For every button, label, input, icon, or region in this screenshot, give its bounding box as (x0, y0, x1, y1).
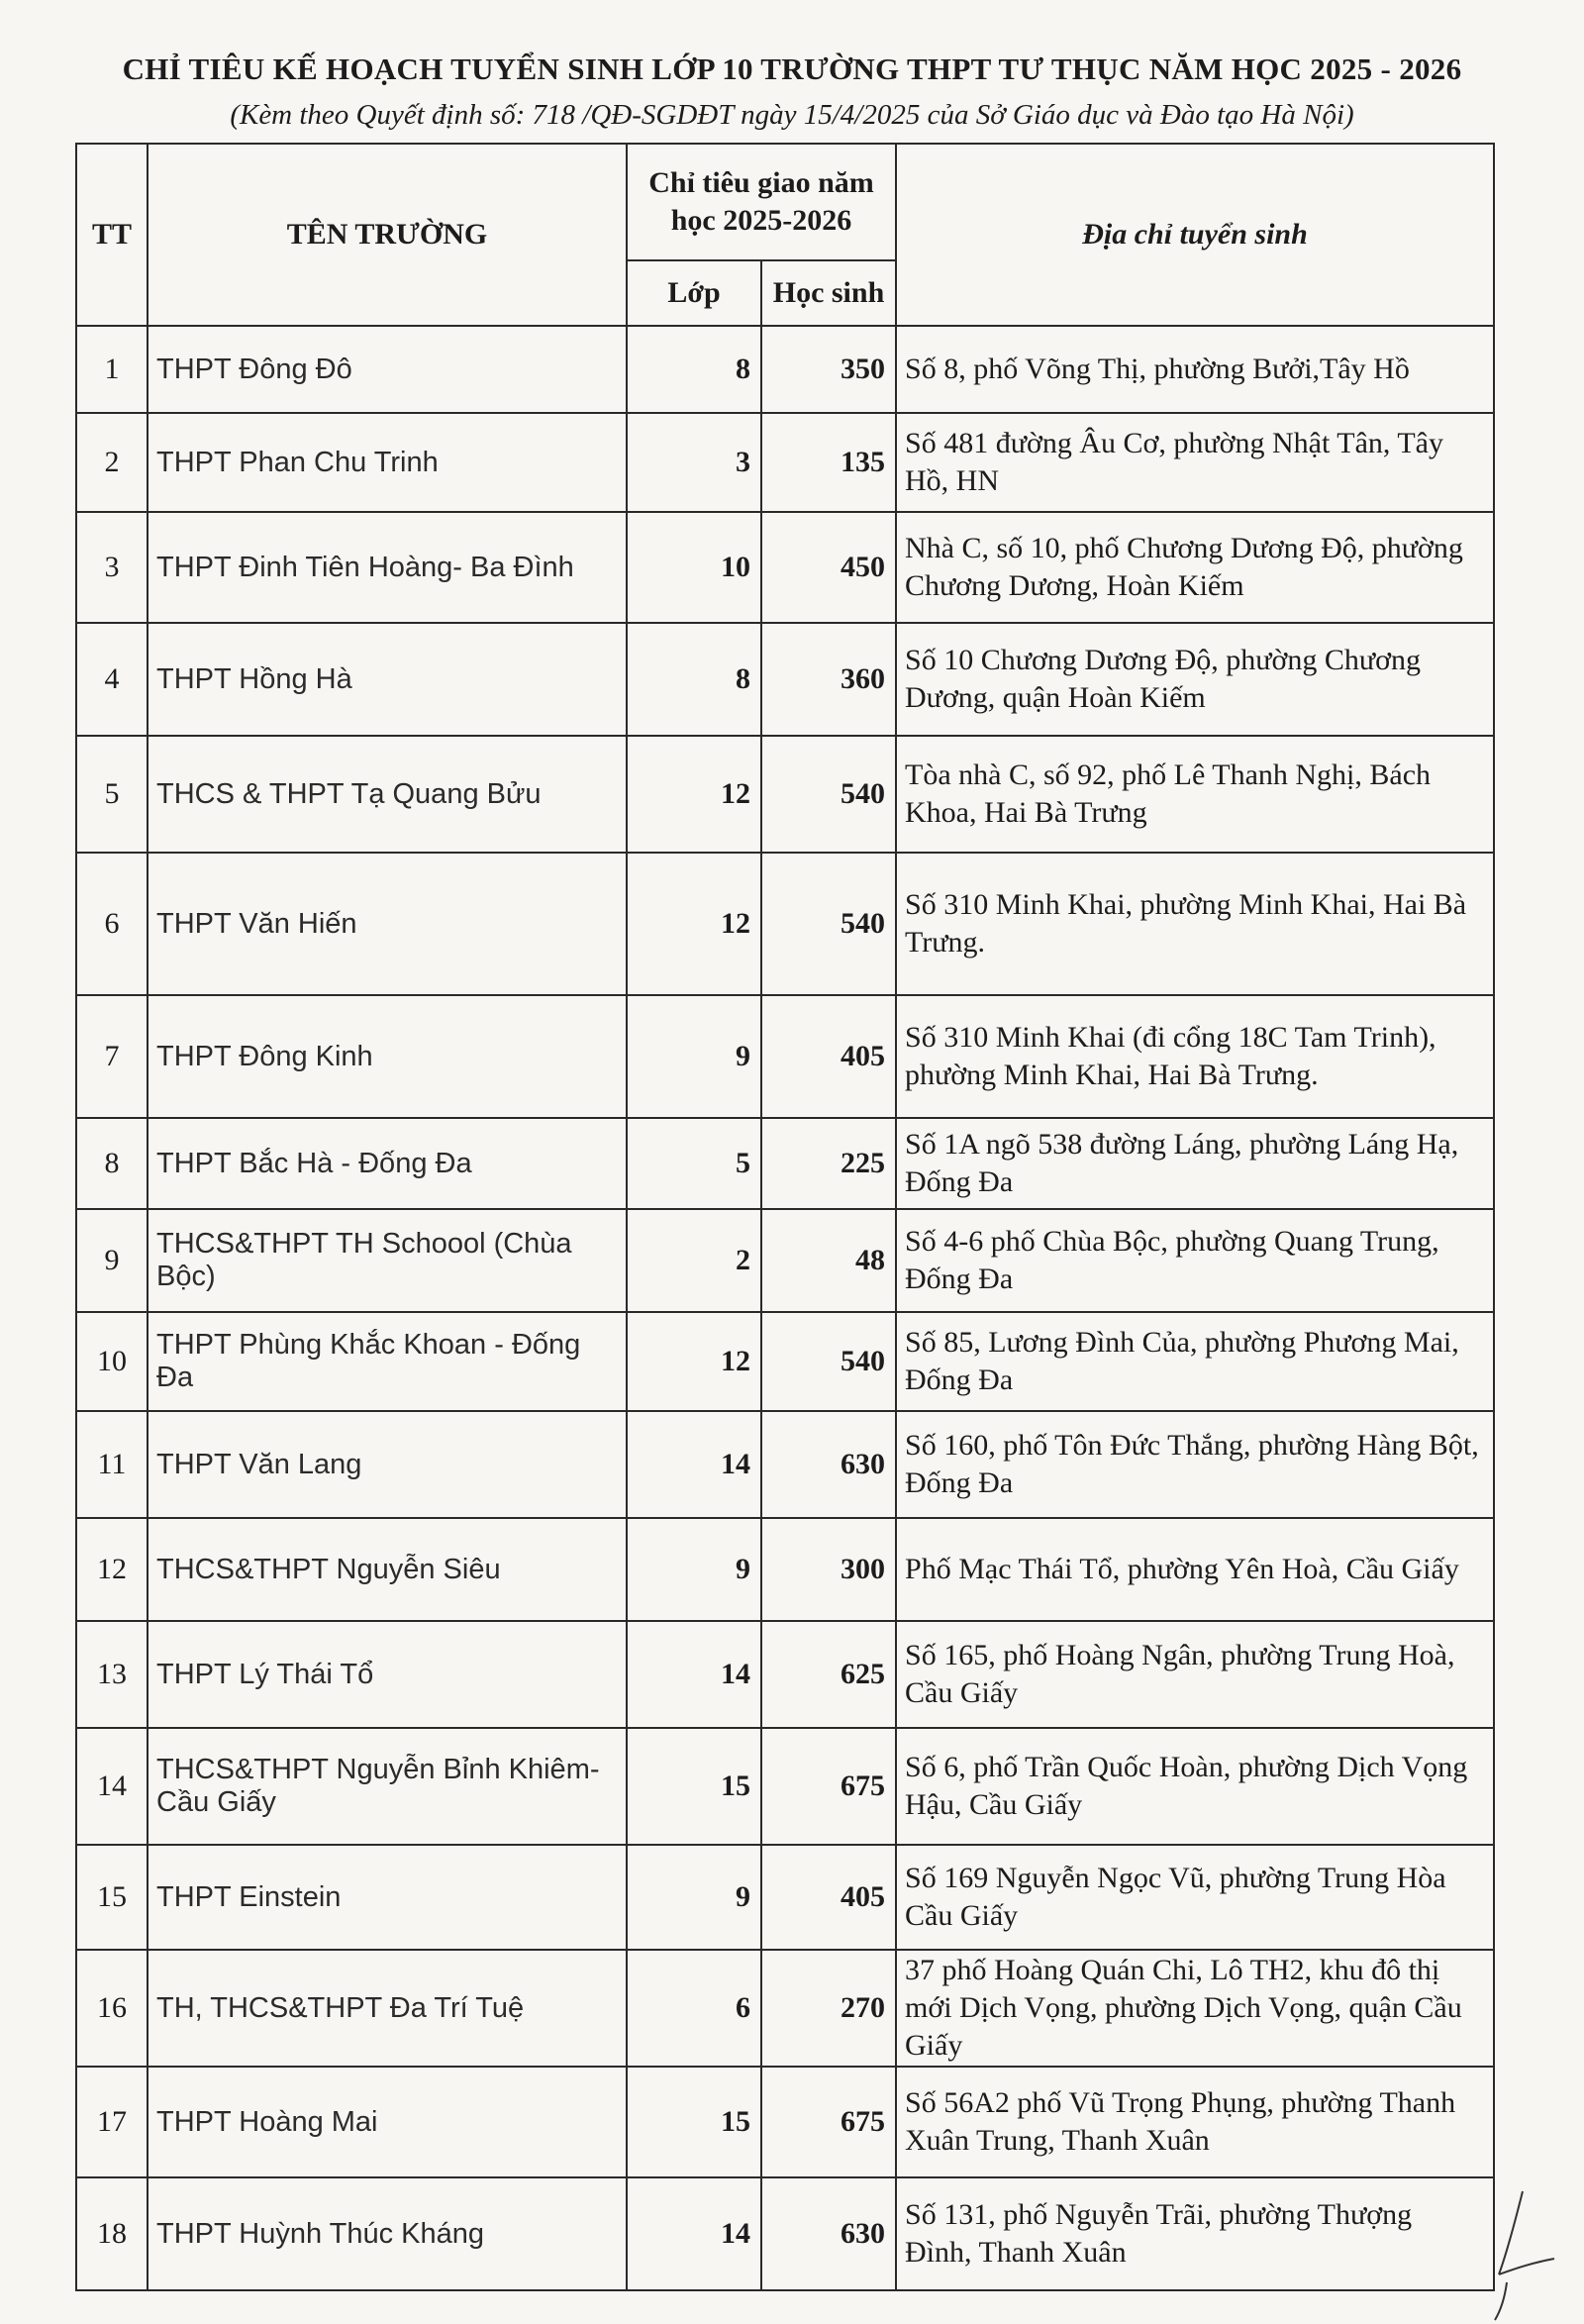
table-row (76, 2177, 1494, 2290)
row-number: 11 (76, 1411, 148, 1518)
row-number: 17 (76, 2067, 148, 2177)
class-count: 12 (627, 1312, 761, 1411)
row-number: 12 (76, 1518, 148, 1621)
header-address: Địa chỉ tuyển sinh (896, 144, 1494, 326)
admission-address: Số 481 đường Âu Cơ, phường Nhật Tân, Tây Hồ, HN (896, 413, 1494, 512)
table-row (76, 512, 1494, 623)
table-row (76, 1518, 1494, 1621)
student-count: 675 (761, 2067, 896, 2177)
student-count: 540 (761, 736, 896, 853)
header-school-name: TÊN TRƯỜNG (148, 144, 627, 326)
school-name: THCS&THPT Nguyễn Siêu (148, 1518, 627, 1621)
school-name: THPT Đinh Tiên Hoàng- Ba Đình (148, 512, 627, 623)
admission-address: Số 310 Minh Khai, phường Minh Khai, Hai Bà Trưng. (896, 853, 1494, 995)
student-count: 300 (761, 1518, 896, 1621)
admission-quota-table (75, 143, 1495, 2291)
admission-address: Nhà C, số 10, phố Chương Dương Độ, phường Chương Dương, Hoàn Kiếm (896, 512, 1494, 623)
table-row (76, 1621, 1494, 1728)
table-row (76, 1118, 1494, 1209)
table-row (76, 853, 1494, 995)
admission-address: Số 160, phố Tôn Đức Thắng, phường Hàng Bột, Đống Đa (896, 1411, 1494, 1518)
school-name: THCS&THPT TH Schoool (Chùa Bộc) (148, 1209, 627, 1312)
header-quota: Chỉ tiêu giao năm học 2025-2026 (627, 144, 896, 260)
table-row (76, 1950, 1494, 2067)
student-count: 135 (761, 413, 896, 512)
student-count: 270 (761, 1950, 896, 2067)
row-number: 3 (76, 512, 148, 623)
school-name: THPT Bắc Hà - Đống Đa (148, 1118, 627, 1209)
student-count: 48 (761, 1209, 896, 1312)
class-count: 5 (627, 1118, 761, 1209)
admission-address: 37 phố Hoàng Quán Chi, Lô TH2, khu đô thị mới Dịch Vọng, phường Dịch Vọng, quận Cầu Giấy (896, 1950, 1494, 2067)
student-count: 360 (761, 623, 896, 736)
row-number: 1 (76, 326, 148, 413)
class-count: 9 (627, 995, 761, 1118)
table-row (76, 1845, 1494, 1950)
admission-address: Phố Mạc Thái Tổ, phường Yên Hoà, Cầu Giấy (896, 1518, 1494, 1621)
school-name: THPT Văn Lang (148, 1411, 627, 1518)
table-row (76, 1728, 1494, 1845)
student-count: 225 (761, 1118, 896, 1209)
school-name: THPT Einstein (148, 1845, 627, 1950)
admission-address: Số 310 Minh Khai (đi cổng 18C Tam Trinh), phường Minh Khai, Hai Bà Trưng. (896, 995, 1494, 1118)
student-count: 625 (761, 1621, 896, 1728)
handwritten-mark (1485, 2183, 1574, 2322)
header-classes: Lớp (627, 260, 761, 326)
table-row (76, 2067, 1494, 2177)
school-name: THPT Huỳnh Thúc Kháng (148, 2177, 627, 2290)
class-count: 9 (627, 1845, 761, 1950)
student-count: 540 (761, 853, 896, 995)
class-count: 14 (627, 1411, 761, 1518)
school-name: THPT Lý Thái Tổ (148, 1621, 627, 1728)
admission-address: Số 1A ngõ 538 đường Láng, phường Láng Hạ, Đống Đa (896, 1118, 1494, 1209)
class-count: 15 (627, 2067, 761, 2177)
class-count: 6 (627, 1950, 761, 2067)
school-name: THPT Phùng Khắc Khoan - Đống Đa (148, 1312, 627, 1411)
student-count: 405 (761, 995, 896, 1118)
school-name: TH, THCS&THPT Đa Trí Tuệ (148, 1950, 627, 2067)
class-count: 2 (627, 1209, 761, 1312)
class-count: 14 (627, 2177, 761, 2290)
document-title: CHỈ TIÊU KẾ HOẠCH TUYỂN SINH LỚP 10 TRƯỜNG THPT TƯ THỤC NĂM HỌC 2025 - 2026 (122, 51, 1462, 86)
table-row (76, 623, 1494, 736)
admission-address: Số 169 Nguyễn Ngọc Vũ, phường Trung Hòa Cầu Giấy (896, 1845, 1494, 1950)
row-number: 13 (76, 1621, 148, 1728)
row-number: 18 (76, 2177, 148, 2290)
admission-address: Số 165, phố Hoàng Ngân, phường Trung Hoà, Cầu Giấy (896, 1621, 1494, 1728)
class-count: 3 (627, 413, 761, 512)
table-row (76, 1411, 1494, 1518)
admission-address: Số 10 Chương Dương Độ, phường Chương Dương, quận Hoàn Kiếm (896, 623, 1494, 736)
row-number: 14 (76, 1728, 148, 1845)
admission-address: Số 4-6 phố Chùa Bộc, phường Quang Trung, Đống Đa (896, 1209, 1494, 1312)
school-name: THPT Đông Đô (148, 326, 627, 413)
student-count: 630 (761, 2177, 896, 2290)
row-number: 6 (76, 853, 148, 995)
table-row (76, 995, 1494, 1118)
table-row (76, 413, 1494, 512)
header-tt: TT (76, 144, 148, 326)
header-students: Học sinh (761, 260, 896, 326)
row-number: 9 (76, 1209, 148, 1312)
class-count: 15 (627, 1728, 761, 1845)
admission-address: Số 131, phố Nguyễn Trãi, phường Thượng Đình, Thanh Xuân (896, 2177, 1494, 2290)
school-name: THPT Hồng Hà (148, 623, 627, 736)
class-count: 12 (627, 736, 761, 853)
class-count: 9 (627, 1518, 761, 1621)
school-name: THPT Hoàng Mai (148, 2067, 627, 2177)
admission-address: Số 6, phố Trần Quốc Hoàn, phường Dịch Vọng Hậu, Cầu Giấy (896, 1728, 1494, 1845)
admission-address: Tòa nhà C, số 92, phố Lê Thanh Nghị, Bách Khoa, Hai Bà Trưng (896, 736, 1494, 853)
row-number: 7 (76, 995, 148, 1118)
school-name: THPT Văn Hiến (148, 853, 627, 995)
class-count: 14 (627, 1621, 761, 1728)
row-number: 15 (76, 1845, 148, 1950)
school-name: THPT Đông Kinh (148, 995, 627, 1118)
row-number: 8 (76, 1118, 148, 1209)
row-number: 16 (76, 1950, 148, 2067)
table-row (76, 1209, 1494, 1312)
school-name: THCS & THPT Tạ Quang Bửu (148, 736, 627, 853)
admission-address: Số 8, phố Võng Thị, phường Bưởi,Tây Hồ (896, 326, 1494, 413)
row-number: 2 (76, 413, 148, 512)
school-name: THCS&THPT Nguyễn Bỉnh Khiêm-Cầu Giấy (148, 1728, 627, 1845)
student-count: 540 (761, 1312, 896, 1411)
document-subtitle: (Kèm theo Quyết định số: 718 /QĐ-SGDĐT ngày 15/4/2025 của Sở Giáo dục và Đào tạo Hà Nội) (230, 99, 1354, 131)
table-row (76, 736, 1494, 853)
student-count: 630 (761, 1411, 896, 1518)
table-row (76, 326, 1494, 413)
class-count: 10 (627, 512, 761, 623)
student-count: 405 (761, 1845, 896, 1950)
row-number: 4 (76, 623, 148, 736)
table-row (76, 1312, 1494, 1411)
row-number: 5 (76, 736, 148, 853)
student-count: 675 (761, 1728, 896, 1845)
admission-address: Số 85, Lương Đình Của, phường Phương Mai, Đống Đa (896, 1312, 1494, 1411)
class-count: 8 (627, 326, 761, 413)
class-count: 12 (627, 853, 761, 995)
row-number: 10 (76, 1312, 148, 1411)
school-name: THPT Phan Chu Trinh (148, 413, 627, 512)
class-count: 8 (627, 623, 761, 736)
student-count: 450 (761, 512, 896, 623)
admission-address: Số 56A2 phố Vũ Trọng Phụng, phường Thanh Xuân Trung, Thanh Xuân (896, 2067, 1494, 2177)
student-count: 350 (761, 326, 896, 413)
